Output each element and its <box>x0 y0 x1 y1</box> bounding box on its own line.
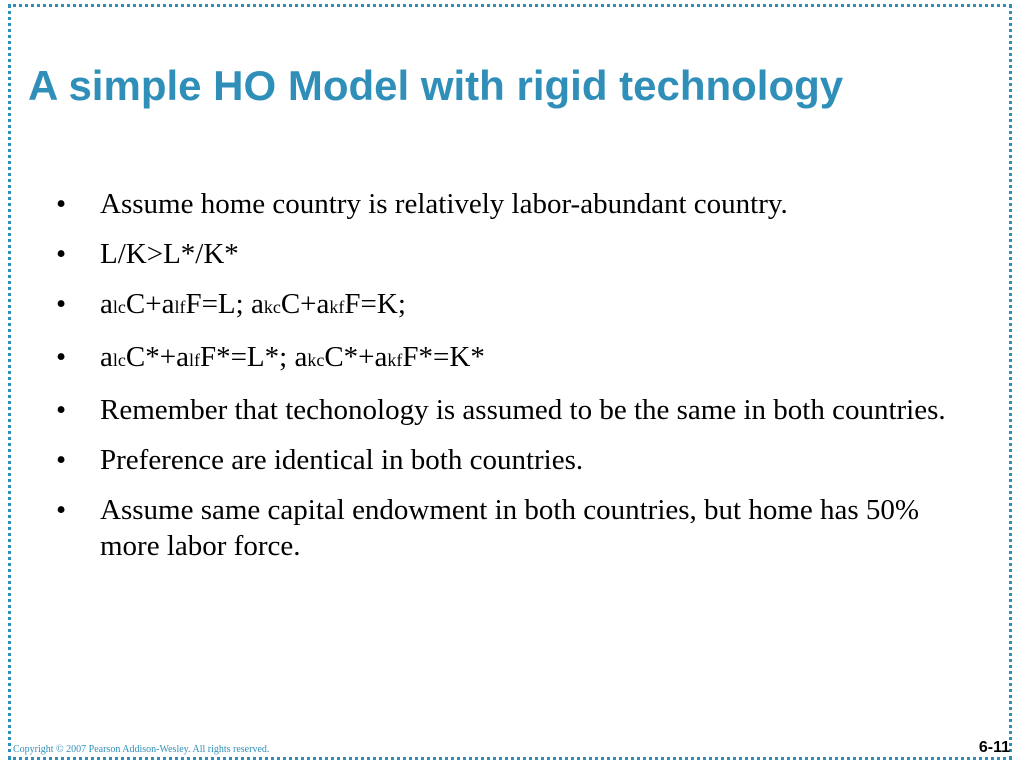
equation-text: F=K; <box>344 288 406 320</box>
equation-subscript: lf <box>174 297 186 317</box>
slide-number: 6-11 <box>978 739 1010 756</box>
bullet-item <box>56 339 976 378</box>
equation-subscript: lc <box>112 350 126 370</box>
bullet-item <box>56 286 976 325</box>
bullet-text: Preference are identical in both countries. <box>100 444 584 476</box>
equation-text: C+a <box>125 288 175 320</box>
equation-text: F*=L*; a <box>199 341 308 373</box>
equation-subscript: kf <box>387 350 403 370</box>
bullet-text: L/K>L*/K* <box>100 238 239 270</box>
equation-subscript: lf <box>188 350 200 370</box>
bullet-text: Remember that techonology is assumed to be the same in both countries. <box>100 394 946 426</box>
bullet-text: Assume same capital endowment in both countries, but home has 50% more labor force. <box>100 494 920 562</box>
bullet-marker: • <box>56 238 67 270</box>
equation-text: a <box>100 341 113 373</box>
bullet-equation <box>100 288 406 320</box>
equation-subscript: kc <box>263 297 281 317</box>
equation-subscript: lc <box>112 297 126 317</box>
bullet-item <box>56 186 976 222</box>
bullet-marker: • <box>56 444 67 476</box>
bullet-item <box>56 392 976 428</box>
bullet-item <box>56 236 976 272</box>
bullet-marker: • <box>56 494 67 526</box>
bullet-text: Assume home country is relatively labor-abundant country. <box>100 188 788 220</box>
bullet-marker: • <box>56 341 67 373</box>
equation-subscript: kc <box>307 350 325 370</box>
bullet-marker: • <box>56 188 67 220</box>
bullet-item <box>56 492 976 564</box>
equation-subscript: kf <box>329 297 345 317</box>
bullet-equation <box>100 341 485 373</box>
bullet-list <box>56 186 976 578</box>
equation-text: F=L; a <box>185 288 264 320</box>
slide-title: A simple HO Model with rigid technology <box>28 62 844 109</box>
equation-text: C*+a <box>125 341 189 373</box>
equation-text: a <box>100 288 113 320</box>
bullet-item <box>56 442 976 478</box>
bullet-marker: • <box>56 288 67 320</box>
equation-text: C*+a <box>324 341 388 373</box>
bullet-marker: • <box>56 394 67 426</box>
footer-copyright: Copyright © 2007 Pearson Addison-Wesley. All rights reserved. <box>13 744 270 755</box>
equation-text: F*=K* <box>402 341 485 373</box>
equation-text: C+a <box>280 288 330 320</box>
